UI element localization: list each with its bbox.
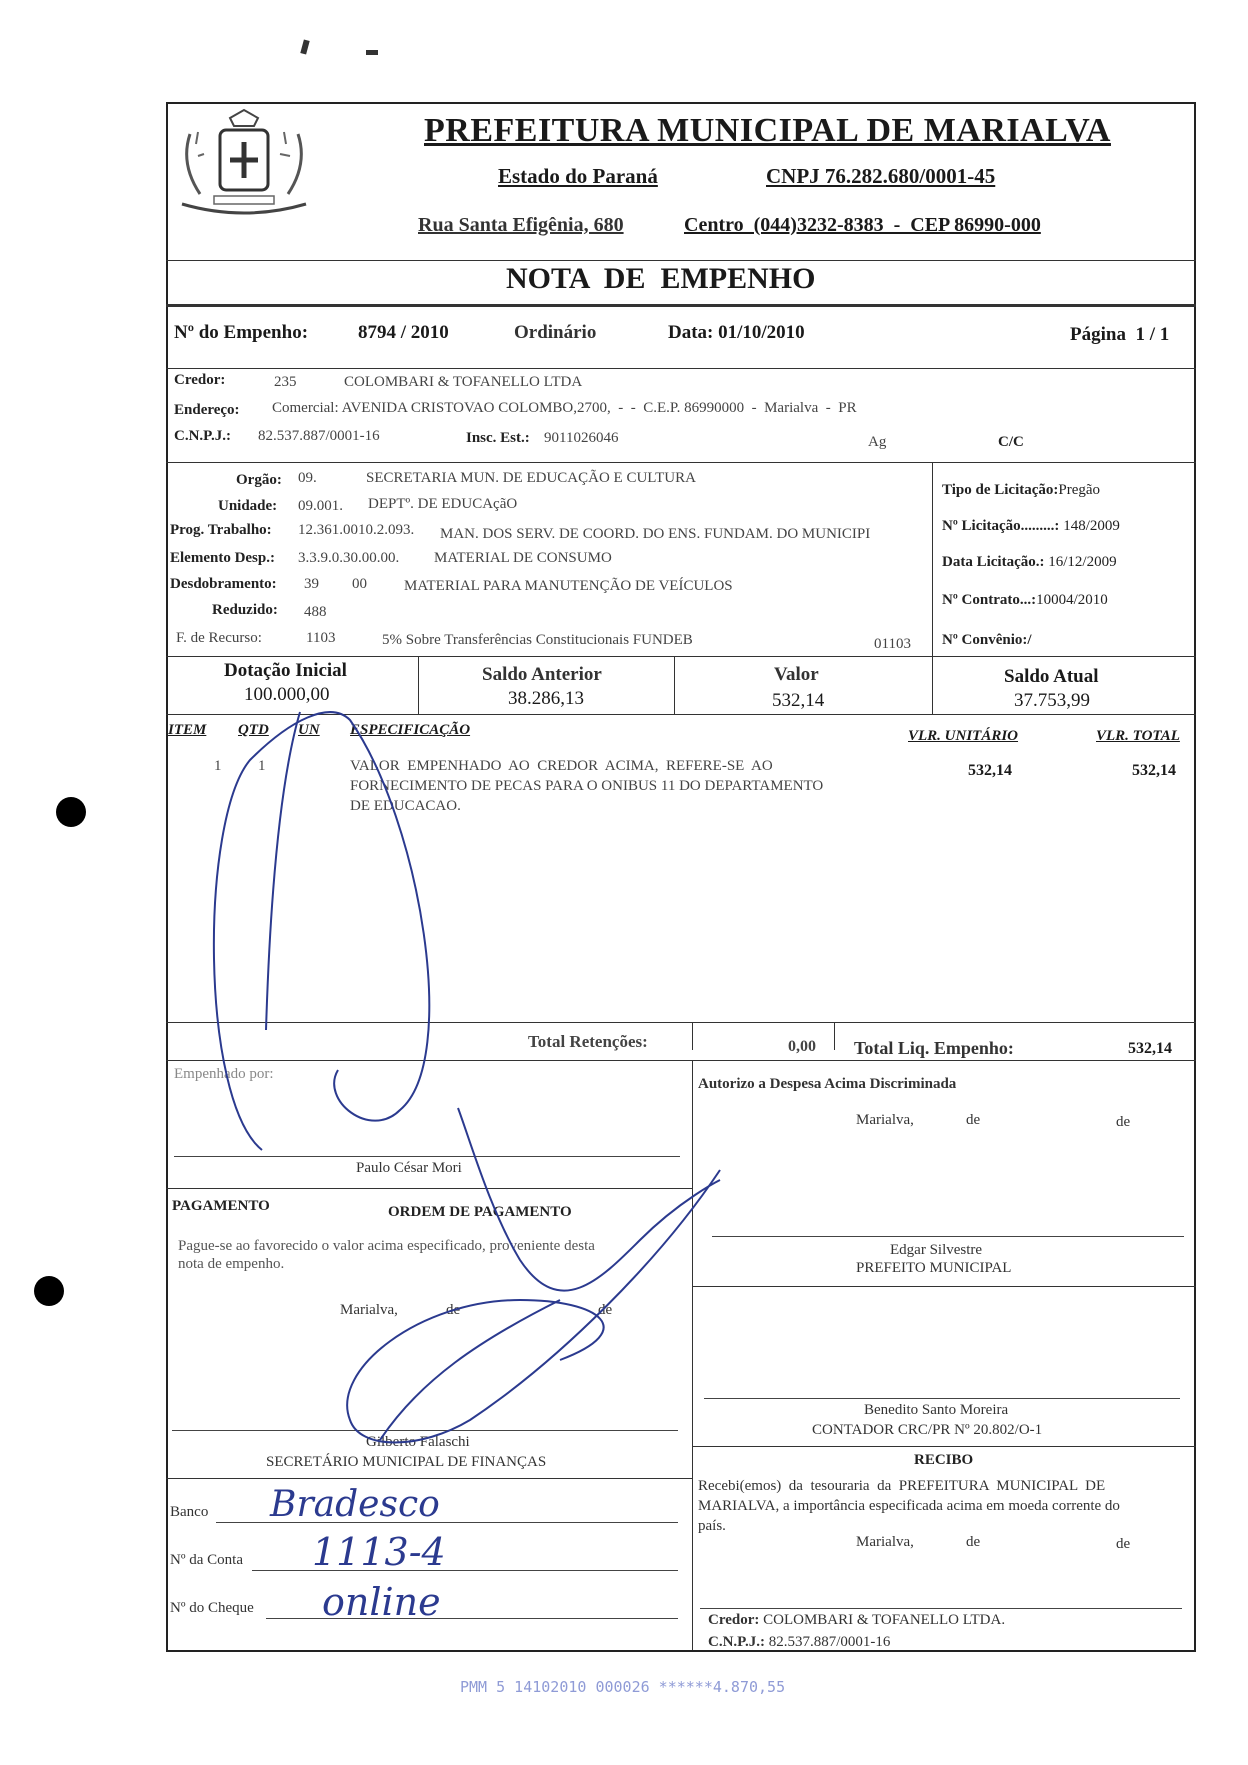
empenho-number-label: Nº do Empenho: [174, 322, 309, 343]
valor-value: 532,14 [772, 690, 825, 711]
pagamento-de-1: de [446, 1302, 461, 1318]
item-desc-line2: FORNECIMENTO DE PECAS PARA O ONIBUS 11 DO DEPARTAMENTO [350, 778, 824, 794]
header-cnpj: CNPJ 76.282.680/0001-45 [766, 164, 996, 188]
col-item: ITEM [168, 722, 207, 738]
credor-address-label: Endereço: [174, 402, 240, 418]
liquido-value: 532,14 [1128, 1040, 1172, 1057]
recurso-label: F. de Recurso: [176, 630, 262, 646]
licitacao-convenio: Nº Convênio:/ [942, 632, 1032, 648]
footer-stamp: PMM 5 14102010 000026 ******4.870,55 [460, 1678, 786, 1696]
elemento: 3.3.9.0.30.00.00. [298, 550, 400, 566]
dotacao-value: 100.000,00 [244, 684, 330, 705]
reduzido-label: Reduzido: [212, 602, 278, 618]
credor-name: COLOMBARI & TOFANELLO LTDA [344, 374, 583, 390]
doc-title: NOTA DE EMPENHO [506, 262, 816, 295]
credor-cc: C/C [998, 434, 1024, 450]
unidade: 09.001. [298, 498, 343, 514]
col-qtd: QTD [238, 722, 269, 738]
empenhado-name: Paulo César Mori [356, 1160, 462, 1176]
dotacao-label: Dotação Inicial [224, 660, 347, 681]
credor-insc: 9011026046 [544, 430, 619, 446]
desdobramento: 39 [304, 576, 319, 592]
saldo-anterior-label: Saldo Anterior [482, 664, 602, 685]
unidade-desc: DEPTº. DE EDUCAçãO [368, 496, 518, 512]
recibo-title: RECIBO [914, 1452, 974, 1468]
empenho-page: Página 1 / 1 [1070, 324, 1170, 345]
prog-desc: MAN. DOS SERV. DE COORD. DO ENS. FUNDAM. DO MUNICIPI [440, 526, 871, 542]
unidade-label: Unidade: [218, 498, 278, 514]
credor-code: 235 [274, 374, 297, 390]
pagamento-marialva: Marialva, [340, 1302, 398, 1318]
banco-value: Bradesco [270, 1484, 440, 1525]
item-desc-line1: VALOR EMPENHADO AO CREDOR ACIMA, REFERE-SE AO [350, 758, 773, 774]
col-un: UN [298, 722, 320, 738]
orgao-desc: SECRETARIA MUN. DE EDUCAÇÃO E CULTURA [366, 470, 696, 486]
recibo-marialva: Marialva, [856, 1534, 914, 1550]
cheque-label: Nº do Cheque [170, 1600, 254, 1616]
conta-value: 1113-4 [312, 1530, 446, 1574]
col-vlr-unitario: VLR. UNITÁRIO [908, 728, 1019, 744]
liquido-label: Total Liq. Empenho: [854, 1038, 1014, 1058]
reduzido: 488 [304, 604, 327, 620]
item-desc-line3: DE EDUCACAO. [350, 798, 461, 814]
desdobramento-desc: MATERIAL PARA MANUTENÇÃO DE VEÍCULOS [404, 578, 733, 594]
prog: 12.361.0010.2.093. [298, 522, 415, 538]
recibo-cnpj: C.N.P.J.: 82.537.887/0001-16 [708, 1634, 891, 1650]
empenho-number: 8794 / 2010 [358, 322, 449, 343]
cheque-value: online [322, 1580, 441, 1624]
col-vlr-total: VLR. TOTAL [1096, 728, 1180, 744]
saldo-anterior-value: 38.286,13 [508, 688, 584, 709]
credor-label: Credor: [174, 372, 226, 388]
item-total-value: 532,14 [1132, 762, 1176, 779]
item-unit-value: 532,14 [968, 762, 1012, 779]
elemento-desc: MATERIAL DE CONSUMO [434, 550, 612, 566]
autorizo-de-2: de [1116, 1114, 1131, 1130]
credor-cnpj-label: C.N.P.J.: [174, 428, 231, 444]
empenhado-label: Empenhado por: [174, 1066, 274, 1082]
pagamento-text-line1: Pague-se ao favorecido o valor acima especificado, proveniente desta [178, 1238, 595, 1254]
prefeito-name: Edgar Silvestre [890, 1242, 983, 1258]
empenho-type: Ordinário [514, 322, 597, 343]
recibo-de-1: de [966, 1534, 981, 1550]
licitacao-tipo-label: Tipo de Licitação:Pregão [942, 482, 1101, 498]
retencoes-label: Total Retenções: [528, 1032, 648, 1051]
credor-cnpj: 82.537.887/0001-16 [258, 428, 380, 444]
recibo-text-line3: país. [698, 1518, 726, 1534]
autorizo-de-1: de [966, 1112, 981, 1128]
banco-label: Banco [170, 1504, 209, 1520]
saldo-atual-label: Saldo Atual [1004, 666, 1099, 687]
recibo-text-line2: MARIALVA, a importância especificada acima em moeda corrente do [698, 1498, 1120, 1514]
retencoes-value: 0,00 [788, 1038, 816, 1055]
header-state: Estado do Paraná [498, 164, 658, 188]
header-title: PREFEITURA MUNICIPAL DE MARIALVA [424, 112, 1111, 149]
contador-title: CONTADOR CRC/PR Nº 20.802/O-1 [812, 1422, 1043, 1438]
scan-mark [366, 50, 378, 55]
credor-address: Comercial: AVENIDA CRISTOVAO COLOMBO,2700, - - C.E.P. 86990000 - Marialva - PR [272, 400, 857, 416]
orgao: 09. [298, 470, 317, 486]
credor-ag: Ag [868, 434, 887, 450]
pagamento-text-line2: nota de empenho. [178, 1256, 285, 1272]
autorizo-marialva: Marialva, [856, 1112, 914, 1128]
recurso-desc: 5% Sobre Transferências Constitucionais FUNDEB [382, 632, 693, 648]
autorizo-text: Autorizo a Despesa Acima Discriminada [698, 1076, 957, 1092]
secretario-name: Gilberto Falaschi [366, 1434, 470, 1450]
contador-name: Benedito Santo Moreira [864, 1402, 1009, 1418]
recibo-text-line1: Recebi(emos) da tesouraria da PREFEITURA MUNICIPAL DE [698, 1478, 1106, 1494]
col-especificacao: ESPECIFICAÇÃO [350, 722, 471, 738]
desdobramento-sub: 00 [352, 576, 367, 592]
saldo-atual-value: 37.753,99 [1014, 690, 1090, 711]
licitacao-data: Data Licitação.: 16/12/2009 [942, 554, 1117, 570]
secretario-title: SECRETÁRIO MUNICIPAL DE FINANÇAS [266, 1454, 547, 1470]
recibo-de-2: de [1116, 1536, 1131, 1552]
valor-label: Valor [774, 664, 819, 685]
header-street: Rua Santa Efigênia, 680 [418, 214, 624, 236]
pagamento-de-2: de [598, 1302, 613, 1318]
licitacao-contrato: Nº Contrato...:10004/2010 [942, 592, 1108, 608]
conta-label: Nº da Conta [170, 1552, 243, 1568]
recurso-code: 01103 [874, 636, 911, 652]
licitacao-numero: Nº Licitação.........: 148/2009 [942, 518, 1120, 534]
desdobramento-label: Desdobramento: [170, 576, 277, 592]
orgao-label: Orgão: [236, 472, 282, 488]
ordem-pagamento: ORDEM DE PAGAMENTO [388, 1204, 572, 1220]
empenho-date: Data: 01/10/2010 [668, 322, 805, 343]
prog-label: Prog. Trabalho: [170, 522, 272, 538]
pagamento-label: PAGAMENTO [172, 1198, 270, 1214]
recurso: 1103 [306, 630, 336, 646]
credor-insc-label: Insc. Est.: [466, 430, 530, 446]
item-number: 1 [214, 758, 222, 774]
header-address: Centro (044)3232-8383 - CEP 86990-000 [684, 214, 1041, 236]
elemento-label: Elemento Desp.: [170, 550, 275, 566]
recibo-credor: Credor: COLOMBARI & TOFANELLO LTDA. [708, 1612, 1006, 1628]
item-qtd: 1 [258, 758, 266, 774]
prefeito-title: PREFEITO MUNICIPAL [856, 1260, 1012, 1276]
